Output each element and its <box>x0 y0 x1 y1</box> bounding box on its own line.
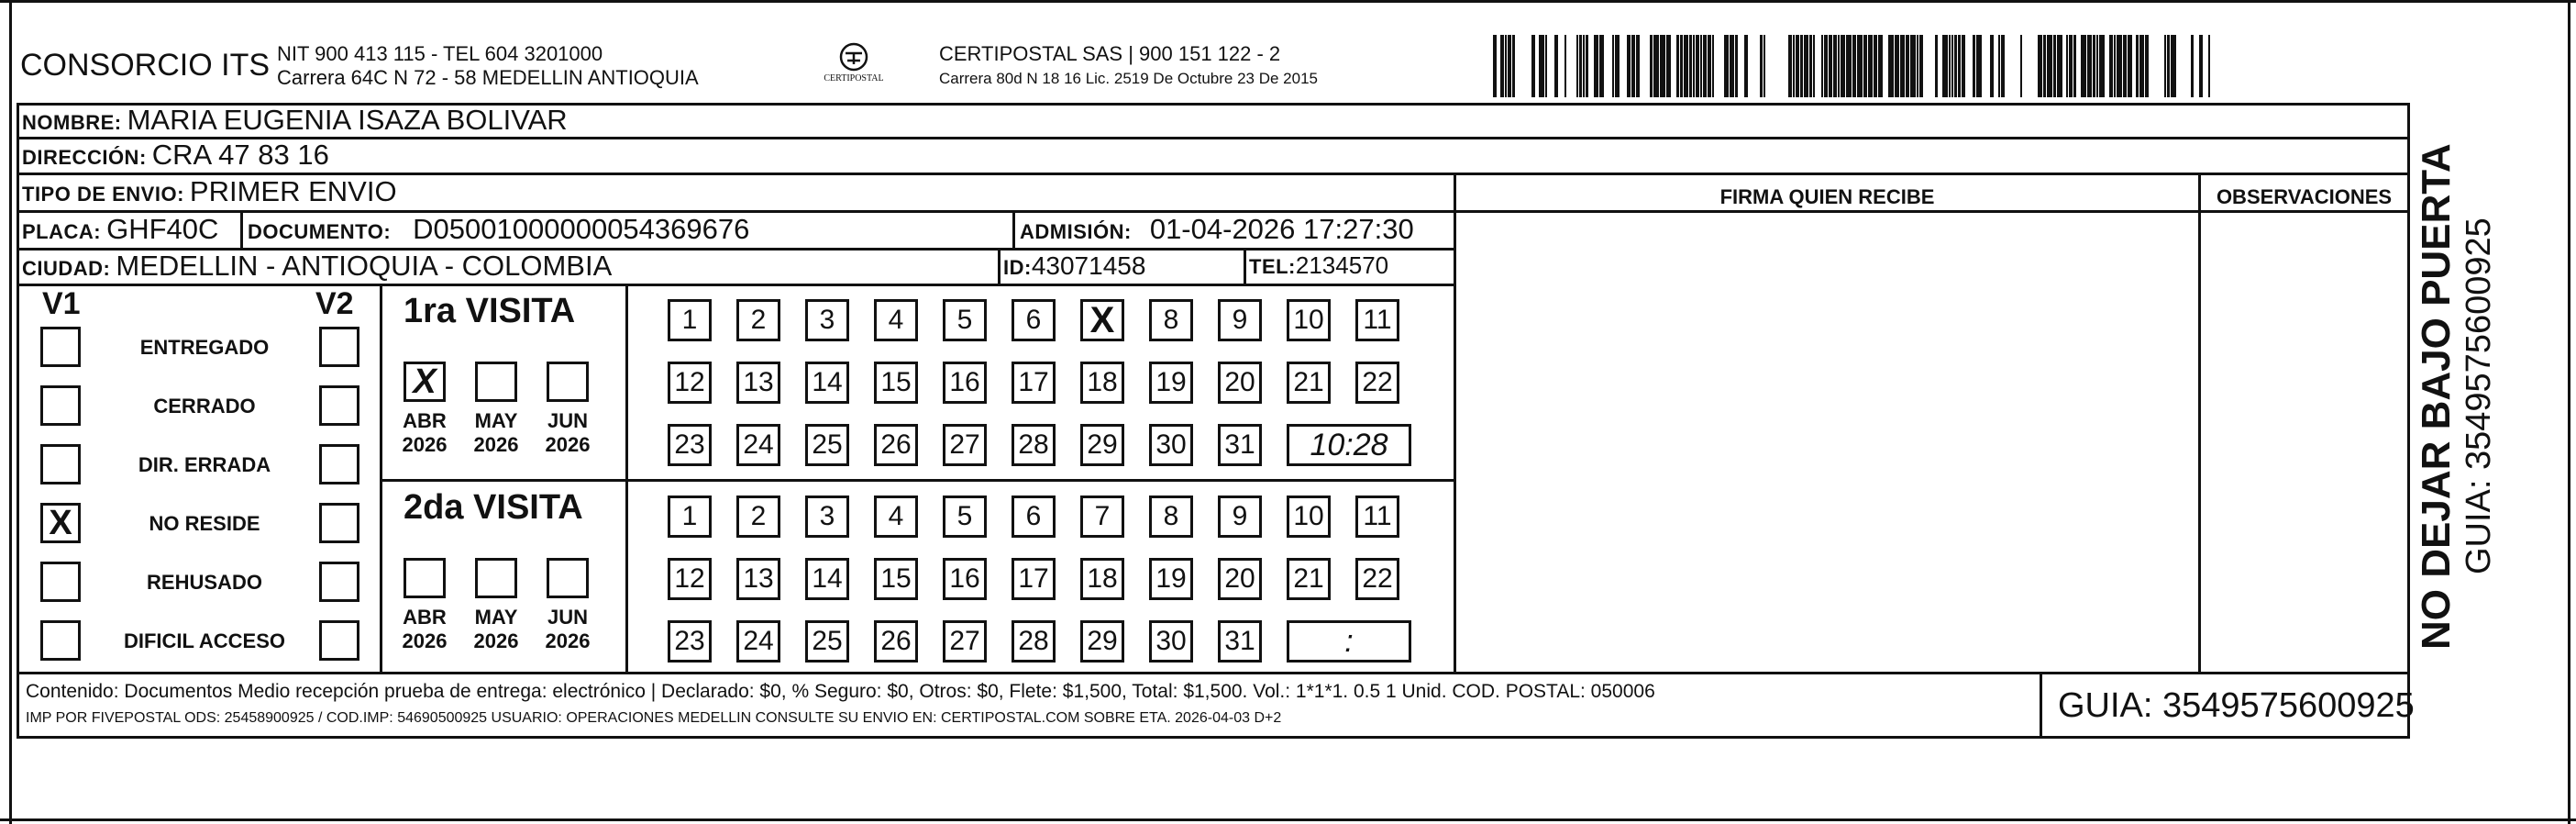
top-border <box>0 0 2576 3</box>
visit-time-box[interactable]: : <box>1287 620 1411 663</box>
ciudad-field <box>22 250 612 283</box>
day-box[interactable]: 11 <box>1355 299 1399 341</box>
form-left-line <box>17 103 19 739</box>
footer-print-line: IMP POR FIVEPOSTAL ODS: 25458900925 / COD.IMP: 54690500925 USUARIO: OPERACIONES MEDELLIN CONSULTE SU ENVIO EN: CERTIPOSTAL.COM SOBRE ETA. 2026-04-03 D+2 <box>26 710 1282 726</box>
day-box[interactable]: 24 <box>736 424 780 466</box>
admision-label: ADMISIÓN: <box>1020 220 1132 243</box>
day-box[interactable]: 1 <box>668 496 712 538</box>
placa-sep <box>240 210 243 250</box>
month-year: 2026 <box>545 629 591 652</box>
footer-guia-sep <box>2040 672 2042 739</box>
nombre-value: MARIA EUGENIA ISAZA BOLIVAR <box>127 104 568 136</box>
day-box[interactable]: 18 <box>1080 362 1124 404</box>
month-checkbox[interactable]: X <box>404 362 446 402</box>
day-box[interactable]: 14 <box>805 558 849 600</box>
month-label <box>394 606 455 653</box>
status-label: REHUSADO <box>147 571 262 594</box>
tel-label: TEL: <box>1249 255 1296 278</box>
tipo-field <box>22 175 397 208</box>
day-box[interactable]: 3 <box>805 299 849 341</box>
month-name: JUN <box>547 606 588 629</box>
day-box[interactable]: 15 <box>874 362 918 404</box>
id-field <box>1003 251 1145 281</box>
v1-checkbox[interactable] <box>40 562 81 602</box>
documento-value: D05001000000054369676 <box>413 213 750 245</box>
day-box[interactable]: 31 <box>1218 620 1262 663</box>
day-box[interactable]: 30 <box>1149 620 1193 663</box>
day-box[interactable]: 1 <box>668 299 712 341</box>
placa-field <box>22 213 218 246</box>
placa-label: PLACA: <box>22 220 102 243</box>
left-border <box>9 0 12 824</box>
footer-top-line <box>17 672 2410 674</box>
month-checkbox[interactable] <box>547 558 589 598</box>
month-checkbox[interactable] <box>547 362 589 402</box>
company-address: Carrera 64C N 72 - 58 MEDELLIN ANTIOQUIA <box>277 66 699 89</box>
day-box[interactable]: 27 <box>943 620 987 663</box>
row-line-1 <box>17 137 2410 139</box>
barcode-graphic <box>1493 35 2227 97</box>
status-label: ENTREGADO <box>139 336 270 359</box>
status-label: DIR. ERRADA <box>138 453 271 476</box>
day-box[interactable]: 13 <box>736 362 780 404</box>
month-year: 2026 <box>473 433 519 456</box>
month-label <box>466 606 526 653</box>
v2-checkbox[interactable] <box>319 327 359 367</box>
day-box[interactable]: 23 <box>668 620 712 663</box>
day-box[interactable]: 22 <box>1355 362 1399 404</box>
day-box[interactable]: 24 <box>736 620 780 663</box>
visit-time-box[interactable]: 10:28 <box>1287 424 1411 466</box>
placa-value: GHF40C <box>106 213 219 245</box>
v2-checkbox[interactable] <box>319 620 359 661</box>
v2-checkbox[interactable] <box>319 503 359 543</box>
month-label <box>537 606 598 653</box>
month-year: 2026 <box>402 629 448 652</box>
day-box[interactable]: 12 <box>668 558 712 600</box>
footer-guia: GUIA: 3549575600925 <box>2058 686 2415 725</box>
day-box[interactable]: 16 <box>943 558 987 600</box>
v1-checkbox[interactable] <box>40 444 81 484</box>
month-name: ABR <box>403 606 447 629</box>
day-box[interactable]: 17 <box>1012 558 1056 600</box>
day-box[interactable]: 27 <box>943 424 987 466</box>
month-label <box>537 409 598 457</box>
visit-title: 2da VISITA <box>404 488 583 527</box>
day-box[interactable]: 20 <box>1218 362 1262 404</box>
day-box[interactable]: 11 <box>1355 496 1399 538</box>
day-box[interactable]: 16 <box>943 362 987 404</box>
v1-checkbox[interactable] <box>40 620 81 661</box>
status-label: CERRADO <box>153 395 256 418</box>
footer-content-line: Contenido: Documentos Medio recepción prueba de entrega: electrónico | Declarado: $0, % Seguro: $0, Otros: $0, Flete: $1,500, Total: $1,500. Vol.: 1*1*1. 0.5 1 Unid. COD. POSTAL: 050006 <box>26 681 1655 702</box>
day-box[interactable]: 22 <box>1355 558 1399 600</box>
postal-logo-icon <box>813 40 895 95</box>
no-dejar-bajo-puerta: NO DEJAR BAJO PUERTA <box>2414 143 2459 650</box>
day-box[interactable]: 29 <box>1080 620 1124 663</box>
day-box[interactable]: 19 <box>1149 362 1193 404</box>
month-checkbox[interactable] <box>404 558 446 598</box>
v2-header: V2 <box>315 286 354 321</box>
day-box[interactable]: 28 <box>1012 424 1056 466</box>
direccion-field <box>22 139 329 172</box>
month-name: JUN <box>547 409 588 432</box>
signature-area[interactable] <box>1456 213 2198 672</box>
day-box[interactable]: 26 <box>874 424 918 466</box>
admision-value: 01-04-2026 17:27:30 <box>1149 213 1414 245</box>
day-box[interactable]: 13 <box>736 558 780 600</box>
admision-field <box>1020 213 1414 246</box>
day-box[interactable]: 19 <box>1149 558 1193 600</box>
month-year: 2026 <box>402 433 448 456</box>
day-box[interactable]: 12 <box>668 362 712 404</box>
day-box[interactable]: 17 <box>1012 362 1056 404</box>
day-box[interactable]: 29 <box>1080 424 1124 466</box>
tel-value: 2134570 <box>1295 251 1389 279</box>
v1-checkbox[interactable]: X <box>40 503 81 543</box>
day-box[interactable]: 23 <box>668 424 712 466</box>
direccion-label: DIRECCIÓN: <box>22 146 147 169</box>
tipo-label: TIPO DE ENVIO: <box>22 183 184 206</box>
day-box[interactable]: 15 <box>874 558 918 600</box>
day-box[interactable]: 2 <box>736 496 780 538</box>
certipostal-address: Carrera 80d N 18 16 Lic. 2519 De Octubre 23 De 2015 <box>939 70 1318 87</box>
id-value: 43071458 <box>1031 251 1146 280</box>
company-name: CONSORCIO ITS <box>20 48 271 83</box>
visit-title: 1ra VISITA <box>404 292 576 330</box>
v1-checkbox[interactable] <box>40 327 81 367</box>
tel-sep <box>1244 248 1246 285</box>
nit-line: NIT 900 413 115 - TEL 604 3201000 <box>277 42 603 65</box>
observaciones-title: OBSERVACIONES <box>2216 185 2393 208</box>
v1-header: V1 <box>42 286 81 321</box>
admision-sep <box>1012 210 1015 250</box>
logo-text: CERTIPOSTAL <box>824 73 884 84</box>
months-sep <box>625 284 628 674</box>
day-box[interactable]: 20 <box>1218 558 1262 600</box>
month-year: 2026 <box>473 629 519 652</box>
v2-checkbox[interactable] <box>319 562 359 602</box>
right-border <box>2568 0 2570 824</box>
day-box[interactable]: 10 <box>1287 496 1331 538</box>
day-box[interactable]: 10 <box>1287 299 1331 341</box>
direccion-value: CRA 47 83 16 <box>151 139 329 171</box>
visits-mid-line <box>380 479 1456 482</box>
documento-label: DOCUMENTO: <box>248 220 392 243</box>
day-box[interactable]: X <box>1080 299 1124 341</box>
month-name: MAY <box>474 606 518 629</box>
status-label: DIFICIL ACCESO <box>123 629 285 652</box>
day-box[interactable]: 31 <box>1218 424 1262 466</box>
id-label: ID: <box>1003 256 1032 279</box>
certipostal-logo <box>813 40 895 95</box>
day-box[interactable]: 14 <box>805 362 849 404</box>
ciudad-value: MEDELLIN - ANTIOQUIA - COLOMBIA <box>116 250 613 282</box>
month-label <box>394 409 455 457</box>
day-box[interactable]: 2 <box>736 299 780 341</box>
observations-area[interactable] <box>2201 213 2407 672</box>
day-box[interactable]: 4 <box>874 299 918 341</box>
day-box[interactable]: 21 <box>1287 362 1331 404</box>
day-box[interactable]: 5 <box>943 299 987 341</box>
month-label <box>466 409 526 457</box>
status-sep <box>380 284 382 674</box>
day-box[interactable]: 9 <box>1218 299 1262 341</box>
day-box[interactable]: 3 <box>805 496 849 538</box>
month-checkbox[interactable] <box>475 362 517 402</box>
side-guia: GUIA: 3549575600925 <box>2460 217 2498 574</box>
day-box[interactable]: 8 <box>1149 299 1193 341</box>
id-sep <box>998 248 1001 285</box>
form-right-line <box>2407 103 2410 739</box>
day-box[interactable]: 25 <box>805 424 849 466</box>
month-year: 2026 <box>545 433 591 456</box>
month-checkbox[interactable] <box>475 558 517 598</box>
day-box[interactable]: 28 <box>1012 620 1056 663</box>
day-box[interactable]: 18 <box>1080 558 1124 600</box>
day-box[interactable]: 26 <box>874 620 918 663</box>
v1-checkbox[interactable] <box>40 385 81 426</box>
status-label: NO RESIDE <box>149 512 260 535</box>
day-box[interactable]: 5 <box>943 496 987 538</box>
day-box[interactable]: 21 <box>1287 558 1331 600</box>
day-box[interactable]: 8 <box>1149 496 1193 538</box>
day-box[interactable]: 6 <box>1012 299 1056 341</box>
day-box[interactable]: 9 <box>1218 496 1262 538</box>
day-box[interactable]: 30 <box>1149 424 1193 466</box>
day-box[interactable]: 4 <box>874 496 918 538</box>
bottom-border <box>0 818 2576 821</box>
v2-checkbox[interactable] <box>319 444 359 484</box>
nombre-label: NOMBRE: <box>22 111 122 134</box>
month-name: MAY <box>474 409 518 432</box>
day-box[interactable]: 6 <box>1012 496 1056 538</box>
day-box[interactable]: 7 <box>1080 496 1124 538</box>
row-line-5 <box>17 284 1456 286</box>
ciudad-label: CIUDAD: <box>22 257 111 280</box>
nombre-field <box>22 104 568 137</box>
month-name: ABR <box>403 409 447 432</box>
firma-title: FIRMA QUIEN RECIBE <box>1719 185 1935 208</box>
day-box[interactable]: 25 <box>805 620 849 663</box>
v2-checkbox[interactable] <box>319 385 359 426</box>
tel-field <box>1249 251 1388 280</box>
tipo-value: PRIMER ENVIO <box>189 175 397 207</box>
certipostal-line: CERTIPOSTAL SAS | 900 151 122 - 2 <box>939 42 1281 65</box>
footer-bottom-line <box>17 736 2410 739</box>
barcode-icon <box>1493 35 2227 97</box>
documento-field <box>248 213 749 246</box>
